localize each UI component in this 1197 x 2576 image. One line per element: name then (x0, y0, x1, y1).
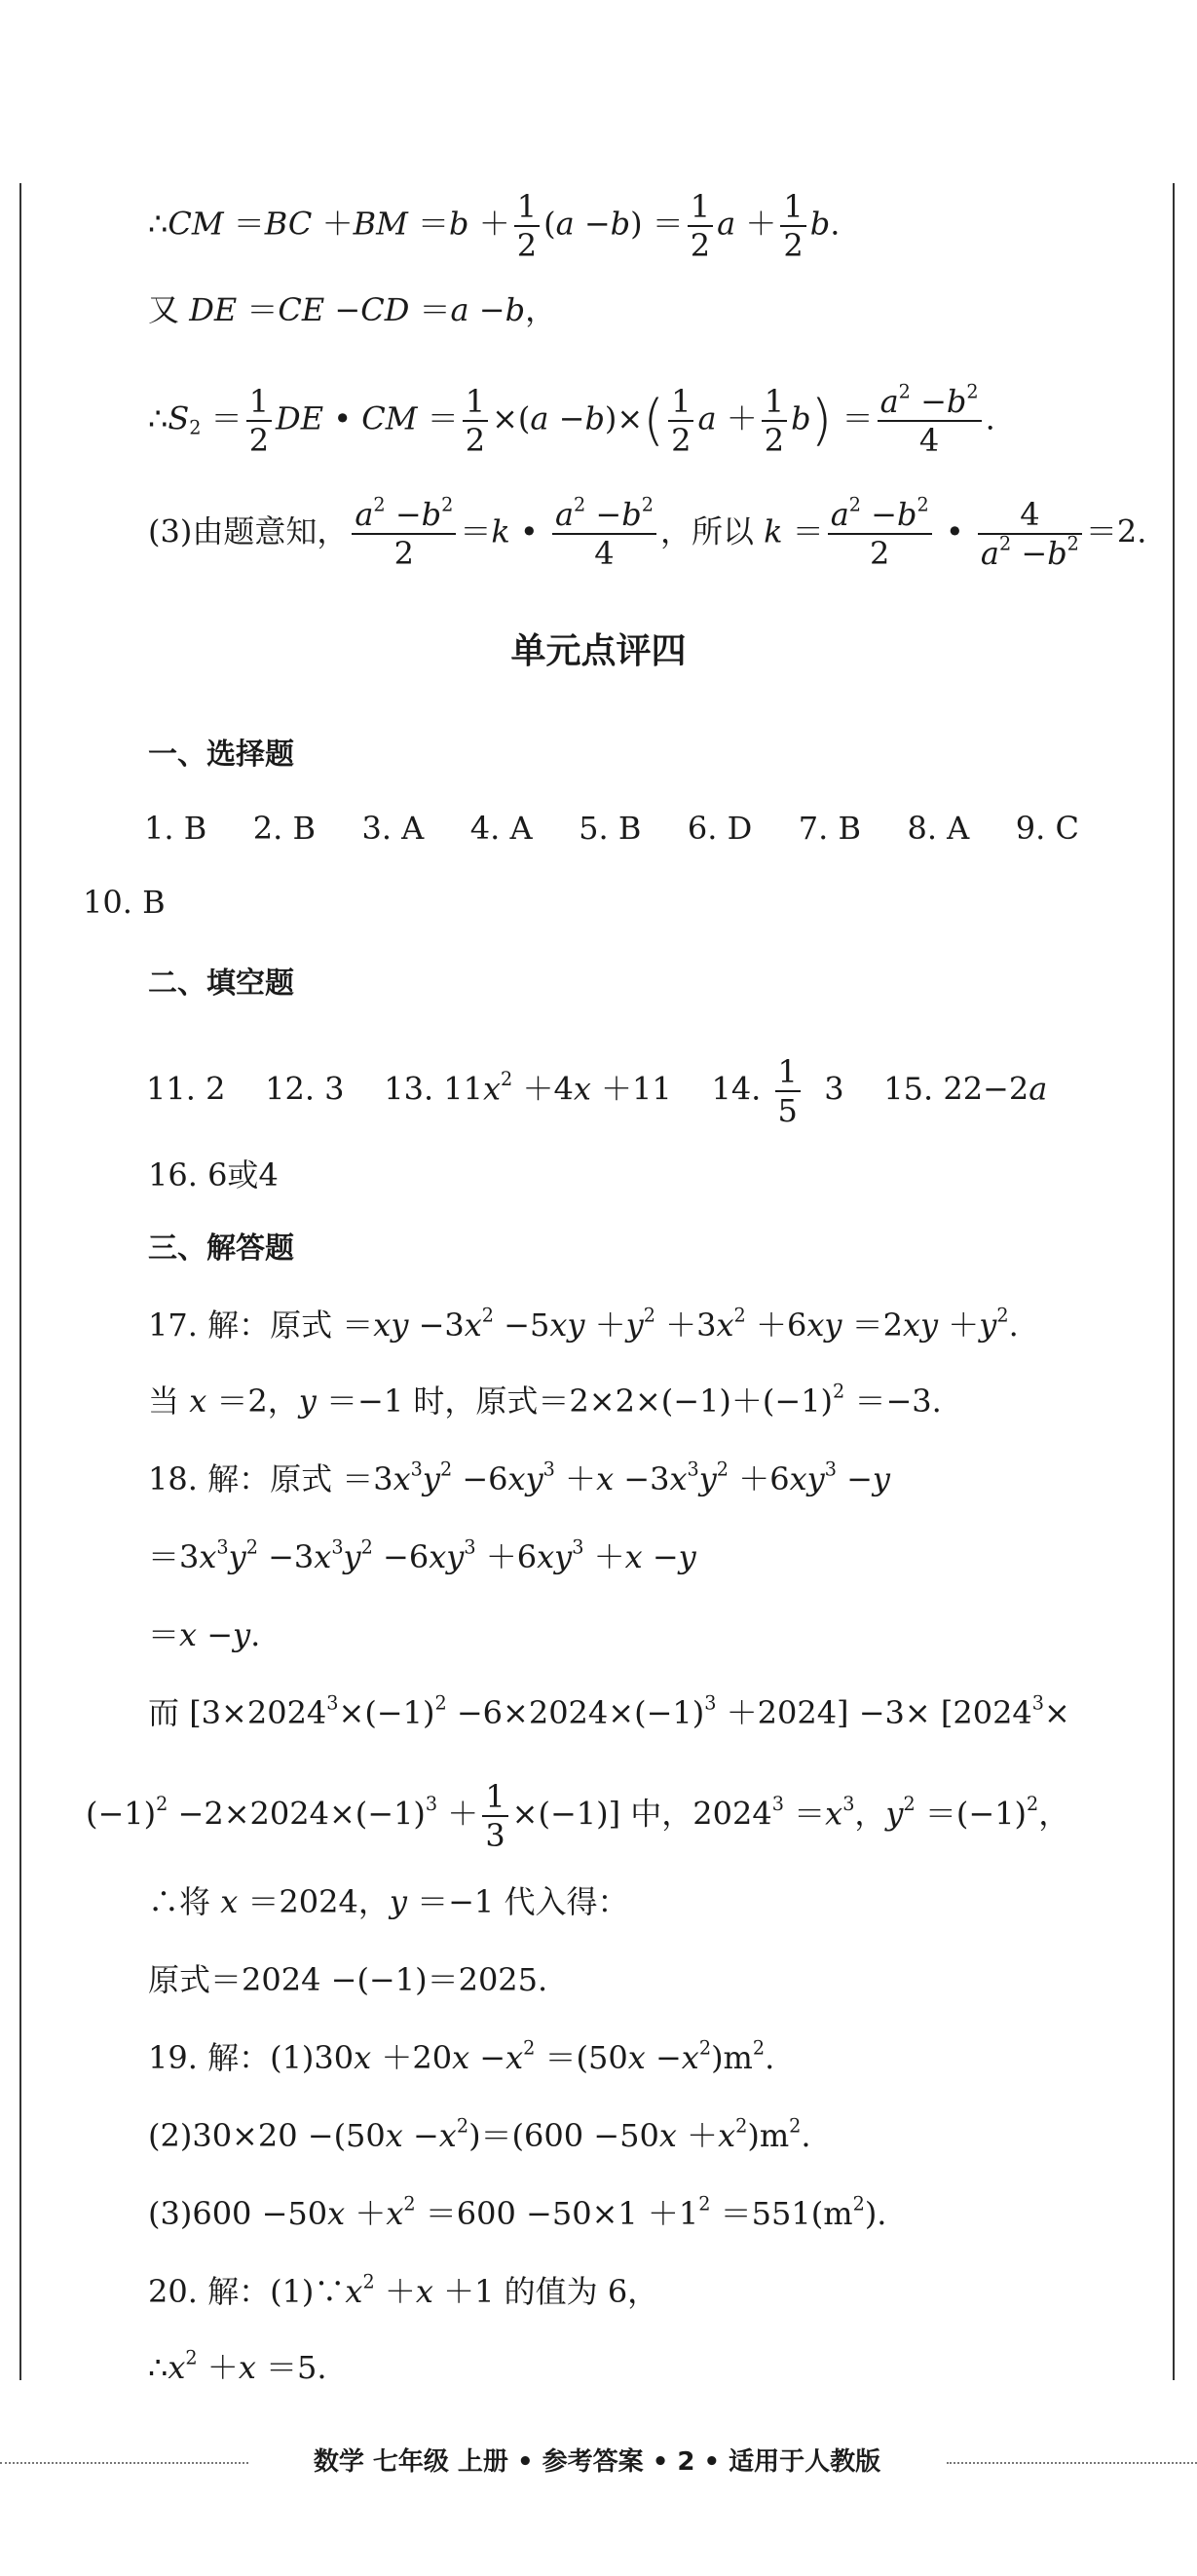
line-20a: 20. 解：$(1)\because x^2 +x +1$ 的值为 6， (148, 2270, 659, 2310)
line-18b: $=3x^3y^2 -3x^3y^2 -6xy^3 +6xy^3 +x -y$ (148, 1535, 696, 1575)
choice-answer: 5. B (579, 810, 642, 847)
line-18g: 原式＝2024 −(−1)＝2025. (148, 1961, 548, 1998)
line-cm: ∴CM ＝BC ＋BM ＝b ＋ $\frac{1}{2}$ (a −b) ＝ $\frac{1}{2}$ a ＋ $\frac{1}{2}$ b. (148, 188, 841, 264)
right-margin-line (1173, 183, 1175, 2380)
section-title: 单元点评四 (510, 631, 687, 671)
suoyi-text: ，所以 (659, 512, 754, 550)
choice-answer: 7. B (798, 810, 861, 847)
choice-answer: 10. B (83, 884, 166, 921)
choice-answer: 6. D (687, 810, 753, 847)
line-18d: 而 $[3\times 2024^3\times(-1)^2 -6\times 2024\times(-1)^3 +2024] -3\times [2024^3\times$ (148, 1691, 1070, 1731)
line-de: 又 DE ＝CE −CD ＝a −b， (148, 291, 557, 328)
you-text: 又 (148, 291, 180, 328)
line-17a: 17. 解：原式 $=xy -3x^2 -5xy +y^2 +3x^2 +6xy =2xy +y^2$. (148, 1304, 1019, 1344)
heading-solve: 三、解答题 (148, 1231, 294, 1266)
heading-fill: 二、填空题 (148, 966, 294, 1001)
fill-answers-row1: 11. 2 12. 3 13. $11x^2 +4x +11$ 14. $\frac{1}{5}$ 3 15. 22−2a (146, 1053, 1048, 1129)
choice-answer: 1. B (144, 810, 207, 847)
choice-answers-row1 (144, 809, 1079, 848)
left-margin-line (19, 183, 21, 2380)
choice-answer: 9. C (1015, 810, 1079, 847)
footer-rule-left (0, 2462, 248, 2464)
line-19c: $(3)600 -50x +x^2 =600 -50\times 1 +1^2 =551(m^2)$. (148, 2192, 887, 2232)
line-19b: $(2)30\times 20 -(50x -x^2)=(600 -50x +x^2)m^2$. (148, 2114, 811, 2154)
choice-answers-row2 (83, 883, 166, 922)
line-18c: ＝x −y. (148, 1616, 261, 1653)
line-18e: $(-1)^2 -2\times 2024\times(-1)^3$ ＋ $\frac{1}{3}$ ×(−1)] 中，$2024^3 =x^3$，$y^2 =(-1)^2$， (86, 1778, 1070, 1854)
choice-answer: 2. B (252, 810, 316, 847)
line-20b: $\therefore x^2 +x =5$. (148, 2346, 327, 2386)
youtiyi-text: 由题意知， (192, 512, 349, 550)
line-18f: ∴将 x ＝2024，y ＝−1 代入得： (148, 1883, 629, 1920)
heading-choice: 一、选择题 (148, 738, 294, 772)
line-17b: 当 x ＝2，y ＝−1 时，原式$=2\times 2\times(-1)+(-1)^2 =-3$. (148, 1380, 942, 1420)
line-part3: (3)由题意知， $\frac{a^2 -b^2}{2}$ ＝k • $\frac{a^2 -b^2}{4}$ ，所以 k ＝ $\frac{a^2 -b^2}{2}$ • $\frac{4}{a^2 -b^2}$ ＝2. (148, 493, 1147, 572)
line-18a: 18. 解：原式 $=3x^3y^2 -6xy^3 +x -3x^3y^2 +6xy^3 -y$ (148, 1458, 890, 1497)
footer-rule-right (947, 2462, 1197, 2464)
page-footer: 数学 七年级 上册 • 参考答案 • 2 • 适用于人教版 (313, 2447, 881, 2477)
choice-answer: 4. A (469, 810, 533, 847)
choice-answer: 8. A (907, 810, 970, 847)
line-s2: $\therefore S_2$ ＝ $\frac{1}{2}$ DE • CM ＝ $\frac{1}{2}$ ×(a −b)×( $\frac{1}{2}$ a ＋ $\frac{1}{2}$ b) ＝ $\frac{a^2 -b^2}{4}$ . (148, 380, 995, 459)
line-19a: 19. 解：$(1)30x +20x -x^2 =(50x -x^2)m^2$. (148, 2036, 775, 2076)
choice-answer: 3. A (361, 810, 425, 847)
fill-answers-row2: 16. 6或4 (148, 1156, 279, 1193)
